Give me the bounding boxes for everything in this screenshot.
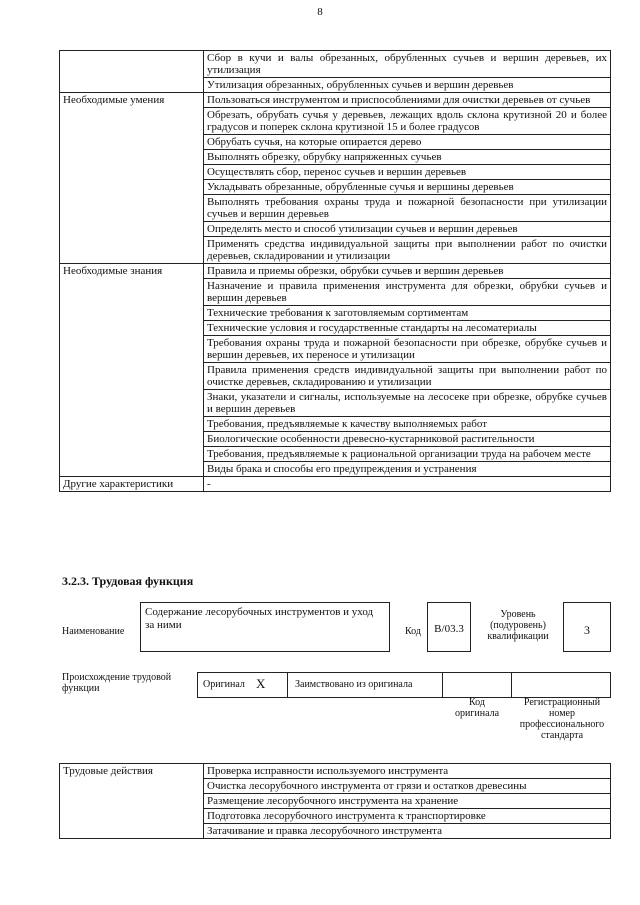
row-item: Размещение лесорубочного инструмента на хранение xyxy=(204,794,611,809)
row-item: Подготовка лесорубочного инструмента к транспортировке xyxy=(204,809,611,824)
name-value: Содержание лесорубочных инструментов и уход за ними xyxy=(145,606,374,631)
row-item: Обрубать сучья, на которые опирается дерево xyxy=(204,135,611,150)
level-box xyxy=(563,602,611,652)
table-row xyxy=(60,93,611,108)
row-label: Трудовые действия xyxy=(60,764,204,839)
code-label: Код xyxy=(405,626,421,637)
original-label: Оригинал xyxy=(203,679,245,690)
actions-table xyxy=(59,763,611,839)
name-label: Наименование xyxy=(62,626,125,637)
action-row xyxy=(60,764,611,779)
row-item: Технические требования к заготовляемым сортиментам xyxy=(204,306,611,321)
orig-code-caption: Код оригинала xyxy=(454,697,500,719)
row-item: Пользоваться инструментом и приспособлениями для очистки деревьев от сучьев xyxy=(204,93,611,108)
row-item: Осуществлять сбор, перенос сучьев и вершин деревьев xyxy=(204,165,611,180)
origin-divider-2 xyxy=(442,672,443,698)
row-item: Виды брака и способы его предупреждения и устранения xyxy=(204,462,611,477)
row-item: Назначение и правила применения инструмента для обрезки, обрубки сучьев и вершин деревьев xyxy=(204,279,611,306)
section-heading: 3.2.3. Трудовая функция xyxy=(62,574,194,588)
reg-number-caption: Регистрационный номер профессионального стандарта xyxy=(519,697,605,741)
row-label: Другие характеристики xyxy=(60,477,204,492)
row-label: Необходимые знания xyxy=(60,264,204,477)
table-row xyxy=(60,477,611,492)
row-item: Применять средства индивидуальной защиты при выполнении работ по очистки деревьев, складировании и утилизации xyxy=(204,237,611,264)
row-item: Технические условия и государственные стандарты на лесоматериалы xyxy=(204,321,611,336)
name-box xyxy=(140,602,390,652)
row-item: Требования, предъявляемые к рациональной организации труда на рабочем месте xyxy=(204,447,611,462)
row-item: Правила и приемы обрезки, обрубки сучьев и вершин деревьев xyxy=(204,264,611,279)
row-item: Требования охраны труда и пожарной безопасности при обрезке, обрубке сучьев и вершин деревьев, их переносе и утилизации xyxy=(204,336,611,363)
row-item: Выполнять требования охраны труда и пожарной безопасности при утилизации сучьев и вершин деревьев xyxy=(204,195,611,222)
row-item: Проверка исправности используемого инструмента xyxy=(204,764,611,779)
row-item: Биологические особенности древесно-кустарниковой растительности xyxy=(204,432,611,447)
page-number: 8 xyxy=(317,6,323,18)
original-mark: X xyxy=(256,676,266,691)
row-item: - xyxy=(204,477,611,492)
row-item: Укладывать обрезанные, обрубленные сучья и вершины деревьев xyxy=(204,180,611,195)
row-item: Правила применения средств индивидуальной защиты при выполнении работ по очистке деревьев, складированию и утилизации xyxy=(204,363,611,390)
row-item: Сбор в кучи и валы обрезанных, обрубленных сучьев и вершин деревьев, их утилизация xyxy=(204,51,611,78)
code-box xyxy=(427,602,471,652)
row-label xyxy=(60,51,204,93)
origin-divider-3 xyxy=(511,672,512,698)
level-value: 3 xyxy=(584,623,590,637)
borrowed-label: Заимствовано из оригинала xyxy=(295,679,413,690)
row-item: Очистка лесорубочного инструмента от грязи и остатков древесины xyxy=(204,779,611,794)
code-value: B/03.3 xyxy=(434,623,464,635)
table-row xyxy=(60,51,611,78)
row-item: Знаки, указатели и сигналы, используемые на лесосеке при обрезке, обрубке сучьев и вершин деревьев xyxy=(204,390,611,417)
row-item: Затачивание и правка лесорубочного инструмента xyxy=(204,824,611,839)
row-label: Необходимые умения xyxy=(60,93,204,264)
origin-label: Происхождение трудовой функции xyxy=(62,672,172,694)
level-label: Уровень (подуровень) квалификации xyxy=(487,609,549,642)
requirements-table xyxy=(59,50,611,492)
origin-divider-1 xyxy=(287,672,288,698)
table-row xyxy=(60,264,611,279)
row-item: Обрезать, обрубать сучья у деревьев, лежащих вдоль склона крутизной 20 и более градусов и поперек склона крутизной 15 и более градусов xyxy=(204,108,611,135)
row-item: Определять место и способ утилизации сучьев и вершин деревьев xyxy=(204,222,611,237)
row-item: Утилизация обрезанных, обрубленных сучьев и вершин деревьев xyxy=(204,78,611,93)
row-item: Требования, предъявляемые к качеству выполняемых работ xyxy=(204,417,611,432)
row-item: Выполнять обрезку, обрубку напряженных сучьев xyxy=(204,150,611,165)
